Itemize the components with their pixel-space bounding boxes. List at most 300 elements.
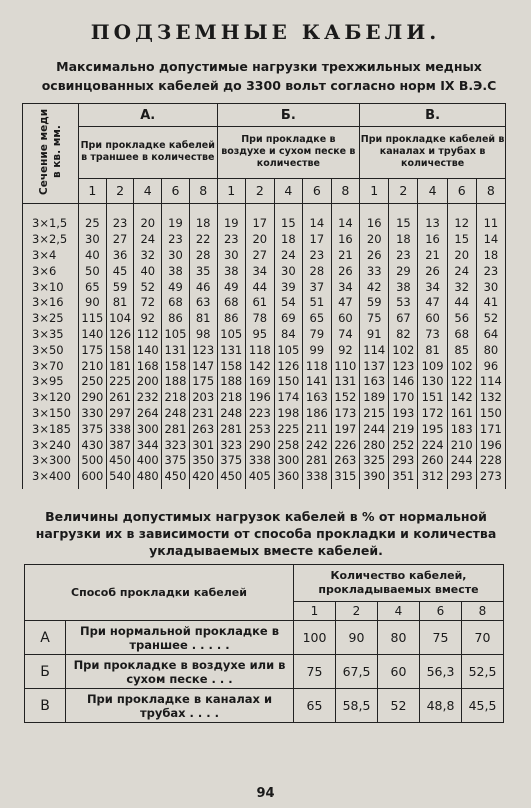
- value-cell: 150: [274, 374, 303, 390]
- value-cell: 49: [217, 279, 246, 295]
- table-row: [23, 204, 506, 232]
- value-cell: 35: [189, 263, 217, 279]
- table-row: [23, 263, 506, 279]
- section-cell: 3×6: [23, 263, 79, 279]
- value-cell: 480: [134, 469, 162, 489]
- value-cell: 171: [476, 421, 505, 437]
- value-cell: 169: [246, 374, 275, 390]
- value-cell: 281: [217, 421, 246, 437]
- table-row: [23, 453, 506, 469]
- percent-cell: 52,5: [462, 655, 504, 689]
- value-cell: 196: [476, 437, 505, 453]
- count-header-cell: 2: [106, 178, 134, 203]
- value-cell: 30: [79, 232, 107, 248]
- value-cell: 273: [476, 469, 505, 489]
- value-cell: 92: [331, 342, 360, 358]
- value-cell: 264: [134, 406, 162, 422]
- value-cell: 59: [106, 279, 134, 295]
- value-cell: 90: [79, 295, 107, 311]
- count-header-cell: 4: [274, 178, 303, 203]
- count-header-cell: 1: [217, 178, 246, 203]
- value-cell: 163: [303, 390, 332, 406]
- value-cell: 16: [418, 232, 447, 248]
- value-cell: 39: [274, 279, 303, 295]
- value-cell: 290: [79, 390, 107, 406]
- value-cell: 253: [246, 421, 275, 437]
- value-cell: 301: [189, 437, 217, 453]
- table-row: [25, 621, 504, 655]
- value-cell: 131: [162, 342, 190, 358]
- table-row: [23, 421, 506, 437]
- value-cell: 387: [106, 437, 134, 453]
- table-row: [23, 295, 506, 311]
- value-cell: 122: [447, 374, 476, 390]
- section-cell: 3×70: [23, 358, 79, 374]
- value-cell: 68: [217, 295, 246, 311]
- group-v-letter: В.: [360, 104, 506, 127]
- value-cell: 38: [389, 279, 418, 295]
- value-cell: 18: [389, 232, 418, 248]
- group-b-description: При прокладке в воздухе и сухом песке в количестве: [217, 127, 360, 179]
- method-letter: В: [25, 689, 66, 723]
- section-cell: 3×25: [23, 311, 79, 327]
- value-cell: 23: [476, 263, 505, 279]
- count-header-cell: 4: [378, 602, 420, 621]
- value-cell: 118: [246, 342, 275, 358]
- value-cell: 68: [447, 327, 476, 343]
- value-cell: 141: [303, 374, 332, 390]
- count-header-cell: 8: [462, 602, 504, 621]
- value-cell: 300: [134, 421, 162, 437]
- value-cell: 405: [246, 469, 275, 489]
- cable-load-table: [22, 103, 506, 489]
- value-cell: 390: [360, 469, 389, 489]
- value-cell: 74: [331, 327, 360, 343]
- load-percent-table: [24, 564, 504, 723]
- value-cell: 24: [134, 232, 162, 248]
- value-cell: 33: [360, 263, 389, 279]
- value-cell: 248: [217, 406, 246, 422]
- value-cell: 430: [79, 437, 107, 453]
- count-header-cell: 8: [189, 178, 217, 203]
- value-cell: 38: [217, 263, 246, 279]
- value-cell: 231: [189, 406, 217, 422]
- value-cell: 47: [331, 295, 360, 311]
- value-cell: 142: [246, 358, 275, 374]
- value-cell: 281: [303, 453, 332, 469]
- section-cell: 3×35: [23, 327, 79, 343]
- value-cell: 293: [389, 453, 418, 469]
- value-cell: 224: [418, 437, 447, 453]
- value-cell: 312: [418, 469, 447, 489]
- value-cell: 360: [274, 469, 303, 489]
- value-cell: 226: [331, 437, 360, 453]
- section-cell: 3×240: [23, 437, 79, 453]
- table-row: [23, 406, 506, 422]
- value-cell: 44: [246, 279, 275, 295]
- value-cell: 24: [447, 263, 476, 279]
- value-cell: 244: [447, 453, 476, 469]
- value-cell: 323: [162, 437, 190, 453]
- percent-cell: 48,8: [420, 689, 462, 723]
- value-cell: 84: [274, 327, 303, 343]
- section-header: Сечение меди в кв. мм.: [37, 108, 63, 196]
- value-cell: 293: [447, 469, 476, 489]
- value-cell: 114: [476, 374, 505, 390]
- value-cell: 263: [189, 421, 217, 437]
- value-cell: 105: [274, 342, 303, 358]
- value-cell: 12: [447, 204, 476, 232]
- value-cell: 49: [162, 279, 190, 295]
- value-cell: 420: [189, 469, 217, 489]
- percent-cell: 67,5: [336, 655, 378, 689]
- value-cell: 158: [162, 358, 190, 374]
- value-cell: 23: [162, 232, 190, 248]
- section-cell: 3×4: [23, 248, 79, 264]
- value-cell: 24: [274, 248, 303, 264]
- value-cell: 109: [418, 358, 447, 374]
- value-cell: 290: [246, 437, 275, 453]
- value-cell: 181: [106, 358, 134, 374]
- value-cell: 126: [274, 358, 303, 374]
- table-row: [23, 248, 506, 264]
- percent-cell: 65: [294, 689, 336, 723]
- table-row: [23, 437, 506, 453]
- value-cell: 15: [389, 204, 418, 232]
- value-cell: 211: [303, 421, 332, 437]
- value-cell: 102: [389, 342, 418, 358]
- value-cell: 105: [217, 327, 246, 343]
- section-cell: 3×1,5: [23, 204, 79, 232]
- value-cell: 173: [331, 406, 360, 422]
- value-cell: 81: [106, 295, 134, 311]
- group-a-letter: А.: [79, 104, 218, 127]
- value-cell: 300: [274, 453, 303, 469]
- value-cell: 26: [418, 263, 447, 279]
- value-cell: 92: [134, 311, 162, 327]
- value-cell: 20: [246, 232, 275, 248]
- value-cell: 40: [134, 263, 162, 279]
- value-cell: 78: [246, 311, 275, 327]
- value-cell: 18: [476, 248, 505, 264]
- value-cell: 15: [447, 232, 476, 248]
- value-cell: 30: [476, 279, 505, 295]
- value-cell: 175: [189, 374, 217, 390]
- value-cell: 315: [331, 469, 360, 489]
- value-cell: 52: [134, 279, 162, 295]
- value-cell: 17: [303, 232, 332, 248]
- value-cell: 225: [274, 421, 303, 437]
- value-cell: 198: [274, 406, 303, 422]
- value-cell: 20: [447, 248, 476, 264]
- value-cell: 64: [476, 327, 505, 343]
- value-cell: 258: [274, 437, 303, 453]
- value-cell: 123: [389, 358, 418, 374]
- value-cell: 99: [303, 342, 332, 358]
- value-cell: 53: [389, 295, 418, 311]
- value-cell: 27: [106, 232, 134, 248]
- value-cell: 95: [246, 327, 275, 343]
- value-cell: 85: [447, 342, 476, 358]
- table-row: [23, 390, 506, 406]
- value-cell: 46: [189, 279, 217, 295]
- count-header-cell: 2: [389, 178, 418, 203]
- value-cell: 123: [189, 342, 217, 358]
- value-cell: 32: [447, 279, 476, 295]
- value-cell: 44: [447, 295, 476, 311]
- value-cell: 175: [79, 342, 107, 358]
- value-cell: 29: [389, 263, 418, 279]
- count-header-cell: 8: [331, 178, 360, 203]
- value-cell: 188: [162, 374, 190, 390]
- value-cell: 450: [106, 453, 134, 469]
- value-cell: 42: [360, 279, 389, 295]
- method-description: При прокладке в каналах и трубах . . . .: [66, 689, 294, 723]
- value-cell: 69: [274, 311, 303, 327]
- group-a-description: При прокладке кабелей в траншее в количестве: [79, 127, 218, 179]
- value-cell: 110: [331, 358, 360, 374]
- value-cell: 261: [106, 390, 134, 406]
- percent-note: Величины допустимых нагрузок кабелей в % от нормальной нагрузки их в зависимости от способа прокладки и количества укладываемых вместе кабелей.: [35, 509, 497, 558]
- percent-cell: 75: [294, 655, 336, 689]
- table-row: [23, 327, 506, 343]
- value-cell: 19: [162, 204, 190, 232]
- value-cell: 263: [331, 453, 360, 469]
- page-title: ПОДЗЕМНЫЕ КАБЕЛИ.: [90, 20, 441, 44]
- value-cell: 63: [189, 295, 217, 311]
- group-b-letter: Б.: [217, 104, 360, 127]
- value-cell: 16: [360, 204, 389, 232]
- value-cell: 450: [162, 469, 190, 489]
- value-cell: 163: [360, 374, 389, 390]
- value-cell: 142: [447, 390, 476, 406]
- count-header-cell: 1: [360, 178, 389, 203]
- value-cell: 323: [217, 437, 246, 453]
- section-cell: 3×150: [23, 406, 79, 422]
- value-cell: 23: [106, 204, 134, 232]
- value-cell: 60: [418, 311, 447, 327]
- value-cell: 105: [162, 327, 190, 343]
- value-cell: 225: [106, 374, 134, 390]
- table-row: [25, 689, 504, 723]
- value-cell: 140: [79, 327, 107, 343]
- value-cell: 351: [389, 469, 418, 489]
- value-cell: 18: [274, 232, 303, 248]
- percent-cell: 75: [420, 621, 462, 655]
- value-cell: 23: [389, 248, 418, 264]
- percent-cell: 90: [336, 621, 378, 655]
- value-cell: 196: [246, 390, 275, 406]
- value-cell: 330: [79, 406, 107, 422]
- value-cell: 75: [360, 311, 389, 327]
- value-cell: 350: [189, 453, 217, 469]
- value-cell: 72: [134, 295, 162, 311]
- value-cell: 81: [418, 342, 447, 358]
- value-cell: 79: [303, 327, 332, 343]
- value-cell: 86: [162, 311, 190, 327]
- value-cell: 195: [418, 421, 447, 437]
- value-cell: 115: [79, 311, 107, 327]
- table-row: [23, 232, 506, 248]
- count-header-cell: 4: [134, 178, 162, 203]
- table-row: [23, 342, 506, 358]
- value-cell: 104: [106, 311, 134, 327]
- table-row: [23, 311, 506, 327]
- value-cell: 56: [447, 311, 476, 327]
- value-cell: 26: [331, 263, 360, 279]
- value-cell: 242: [303, 437, 332, 453]
- value-cell: 189: [360, 390, 389, 406]
- group-v-description: При прокладке кабелей в каналах и трубах в количестве: [360, 127, 506, 179]
- value-cell: 151: [418, 390, 447, 406]
- value-cell: 27: [246, 248, 275, 264]
- section-cell: 3×400: [23, 469, 79, 489]
- value-cell: 98: [189, 327, 217, 343]
- value-cell: 17: [246, 204, 275, 232]
- value-cell: 14: [476, 232, 505, 248]
- value-cell: 61: [246, 295, 275, 311]
- value-cell: 375: [217, 453, 246, 469]
- value-cell: 20: [360, 232, 389, 248]
- value-cell: 47: [418, 295, 447, 311]
- value-cell: 218: [217, 390, 246, 406]
- value-cell: 91: [360, 327, 389, 343]
- value-cell: 16: [331, 232, 360, 248]
- method-letter: Б: [25, 655, 66, 689]
- count-header-cell: 4: [418, 178, 447, 203]
- value-cell: 67: [389, 311, 418, 327]
- section-cell: 3×300: [23, 453, 79, 469]
- table-row: [23, 358, 506, 374]
- value-cell: 450: [217, 469, 246, 489]
- count-header: Количество кабелей, прокладываемых вместе: [294, 565, 504, 602]
- percent-cell: 45,5: [462, 689, 504, 723]
- value-cell: 188: [217, 374, 246, 390]
- section-cell: 3×2,5: [23, 232, 79, 248]
- value-cell: 297: [106, 406, 134, 422]
- percent-cell: 60: [378, 655, 420, 689]
- percent-cell: 70: [462, 621, 504, 655]
- value-cell: 338: [246, 453, 275, 469]
- value-cell: 280: [360, 437, 389, 453]
- value-cell: 112: [134, 327, 162, 343]
- value-cell: 152: [331, 390, 360, 406]
- value-cell: 45: [106, 263, 134, 279]
- value-cell: 131: [331, 374, 360, 390]
- method-description: При нормальной прокладке в траншее . . . . .: [66, 621, 294, 655]
- value-cell: 131: [217, 342, 246, 358]
- count-header-cell: 6: [162, 178, 190, 203]
- value-cell: 500: [79, 453, 107, 469]
- value-cell: 21: [331, 248, 360, 264]
- value-cell: 23: [303, 248, 332, 264]
- value-cell: 172: [418, 406, 447, 422]
- value-cell: 80: [476, 342, 505, 358]
- value-cell: 150: [476, 406, 505, 422]
- section-cell: 3×120: [23, 390, 79, 406]
- value-cell: 81: [189, 311, 217, 327]
- value-cell: 375: [162, 453, 190, 469]
- value-cell: 218: [162, 390, 190, 406]
- value-cell: 15: [274, 204, 303, 232]
- value-cell: 132: [476, 390, 505, 406]
- table-row: [23, 469, 506, 489]
- value-cell: 36: [106, 248, 134, 264]
- value-cell: 186: [303, 406, 332, 422]
- percent-cell: 52: [378, 689, 420, 723]
- value-cell: 68: [162, 295, 190, 311]
- count-header-cell: 1: [79, 178, 107, 203]
- table-row: [25, 655, 504, 689]
- value-cell: 140: [134, 342, 162, 358]
- value-cell: 338: [106, 421, 134, 437]
- value-cell: 96: [476, 358, 505, 374]
- value-cell: 338: [303, 469, 332, 489]
- value-cell: 102: [447, 358, 476, 374]
- value-cell: 65: [79, 279, 107, 295]
- value-cell: 210: [79, 358, 107, 374]
- value-cell: 215: [360, 406, 389, 422]
- value-cell: 65: [303, 311, 332, 327]
- method-header: Способ прокладки кабелей: [25, 565, 294, 621]
- count-header-cell: 1: [294, 602, 336, 621]
- value-cell: 281: [162, 421, 190, 437]
- value-cell: 137: [360, 358, 389, 374]
- value-cell: 232: [134, 390, 162, 406]
- value-cell: 197: [331, 421, 360, 437]
- section-cell: 3×10: [23, 279, 79, 295]
- value-cell: 168: [134, 358, 162, 374]
- value-cell: 41: [476, 295, 505, 311]
- value-cell: 18: [189, 204, 217, 232]
- value-cell: 37: [303, 279, 332, 295]
- value-cell: 203: [189, 390, 217, 406]
- value-cell: 59: [360, 295, 389, 311]
- value-cell: 52: [476, 311, 505, 327]
- value-cell: 252: [389, 437, 418, 453]
- value-cell: 260: [418, 453, 447, 469]
- value-cell: 158: [217, 358, 246, 374]
- page-subtitle: Максимально допустимые нагрузки трехжильных медных освинцованных кабелей до 3300 вольт согласно норм IX В.Э.С: [41, 59, 497, 93]
- value-cell: 250: [79, 374, 107, 390]
- value-cell: 344: [134, 437, 162, 453]
- value-cell: 147: [189, 358, 217, 374]
- count-header-cell: 2: [336, 602, 378, 621]
- value-cell: 40: [79, 248, 107, 264]
- value-cell: 73: [418, 327, 447, 343]
- value-cell: 540: [106, 469, 134, 489]
- value-cell: 219: [389, 421, 418, 437]
- value-cell: 183: [447, 421, 476, 437]
- value-cell: 200: [134, 374, 162, 390]
- value-cell: 86: [217, 311, 246, 327]
- value-cell: 32: [134, 248, 162, 264]
- value-cell: 23: [217, 232, 246, 248]
- value-cell: 130: [418, 374, 447, 390]
- percent-cell: 100: [294, 621, 336, 655]
- value-cell: 146: [389, 374, 418, 390]
- value-cell: 60: [331, 311, 360, 327]
- value-cell: 375: [79, 421, 107, 437]
- value-cell: 22: [189, 232, 217, 248]
- value-cell: 161: [447, 406, 476, 422]
- value-cell: 28: [303, 263, 332, 279]
- value-cell: 13: [418, 204, 447, 232]
- table-row: [23, 374, 506, 390]
- value-cell: 174: [274, 390, 303, 406]
- value-cell: 14: [303, 204, 332, 232]
- percent-cell: 56,3: [420, 655, 462, 689]
